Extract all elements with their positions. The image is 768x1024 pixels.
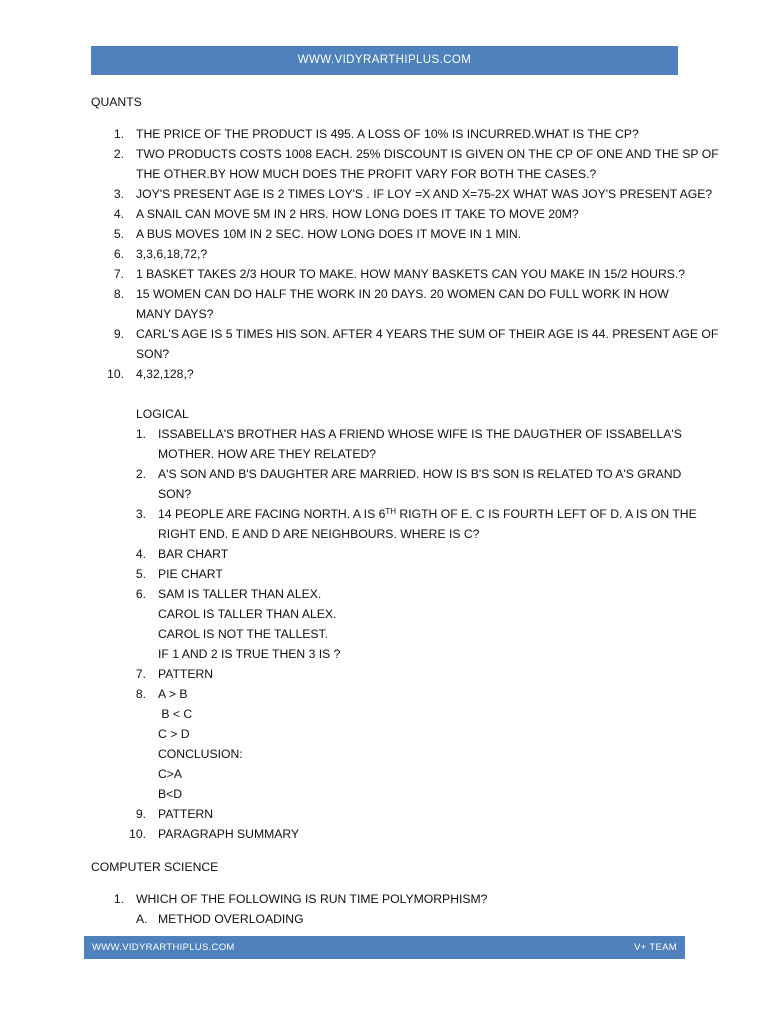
item-text: PATTERN	[158, 667, 214, 681]
footer-banner	[84, 936, 685, 959]
list-item	[0, 324, 719, 364]
item-number: 8.	[113, 287, 124, 301]
list-item	[0, 564, 697, 584]
quants-list	[0, 124, 719, 384]
item-text: THE OTHER.BY HOW MUCH DOES THE PROFIT VARY FOR BOTH THE CASES.?	[136, 167, 597, 181]
item-text: MANY DAYS?	[136, 307, 214, 321]
item-text: JOY'S PRESENT AGE IS 2 TIMES LOY'S . IF LOY =X AND X=75-2X WHAT WAS JOY'S PRESENT AGE?	[136, 187, 713, 201]
list-item	[0, 584, 697, 664]
list-item	[0, 244, 719, 264]
list-item	[0, 889, 487, 929]
option-item	[136, 909, 487, 929]
item-text: 4,32,128,?	[136, 367, 194, 381]
list-item	[0, 804, 697, 824]
item-number: 10.	[107, 367, 124, 381]
item-number: 4.	[135, 547, 146, 561]
item-number: 1.	[113, 892, 124, 906]
item-number: 2.	[135, 467, 146, 481]
item-text: SON?	[136, 347, 170, 361]
option-list	[136, 909, 487, 929]
item-text: PATTERN	[158, 807, 214, 821]
item-text: C>A	[158, 767, 183, 781]
section-title-logical: LOGICAL	[136, 407, 189, 421]
item-text: A BUS MOVES 10M IN 2 SEC. HOW LONG DOES IT MOVE IN 1 MIN.	[136, 227, 522, 241]
footer-site-text: WWW.VIDYRARTHIPLUS.COM	[92, 942, 235, 953]
item-text: PIE CHART	[158, 567, 223, 581]
header-banner	[91, 46, 678, 75]
list-item	[0, 364, 719, 384]
item-number: 3.	[135, 507, 146, 521]
item-number: 3.	[113, 187, 124, 201]
item-number: 9.	[135, 807, 146, 821]
item-text: THE PRICE OF THE PRODUCT IS 495. A LOSS OF 10% IS INCURRED.WHAT IS THE CP?	[136, 127, 639, 141]
list-item	[0, 224, 719, 244]
item-number: 6.	[135, 587, 146, 601]
item-text: ISSABELLA'S BROTHER HAS A FRIEND WHOSE WIFE IS THE DAUGTHER OF ISSABELLA'S	[158, 427, 682, 441]
footer-team-text: V+ TEAM	[634, 942, 677, 953]
option-text: METHOD OVERLOADING	[158, 912, 304, 926]
item-text: WHICH OF THE FOLLOWING IS RUN TIME POLYMORPHISM?	[136, 892, 488, 906]
list-item	[0, 424, 697, 464]
list-item	[0, 264, 719, 284]
item-number: 4.	[113, 207, 124, 221]
list-item	[0, 684, 697, 804]
item-text: IF 1 AND 2 IS TRUE THEN 3 IS ?	[158, 647, 341, 661]
computer-science-list	[0, 889, 487, 929]
list-item	[0, 184, 719, 204]
logical-list	[0, 424, 697, 844]
item-text: B<D	[158, 787, 183, 801]
item-text: TWO PRODUCTS COSTS 1008 EACH. 25% DISCOUNT IS GIVEN ON THE CP OF ONE AND THE SP OF	[136, 147, 719, 161]
option-letter: A.	[136, 912, 148, 926]
item-number: 6.	[113, 247, 124, 261]
item-number: 5.	[135, 567, 146, 581]
item-number: 9.	[113, 327, 124, 341]
item-text: RIGHT END. E AND D ARE NEIGHBOURS. WHERE IS C?	[158, 527, 480, 541]
item-text: SON?	[158, 487, 192, 501]
list-item	[0, 284, 719, 324]
item-text: 15 WOMEN CAN DO HALF THE WORK IN 20 DAYS. 20 WOMEN CAN DO FULL WORK IN HOW	[136, 287, 669, 301]
item-text: PARAGRAPH SUMMARY	[158, 827, 300, 841]
item-number: 2.	[113, 147, 124, 161]
item-text-part: RIGTH OF E. C IS FOURTH LEFT OF D. A IS ON THE	[396, 507, 697, 521]
list-item	[0, 544, 697, 564]
item-number: 10.	[129, 827, 146, 841]
item-text: CARL'S AGE IS 5 TIMES HIS SON. AFTER 4 YEARS THE SUM OF THEIR AGE IS 44. PRESENT AGE OF	[136, 327, 719, 341]
item-text: 3,3,6,18,72,?	[136, 247, 208, 261]
item-number: 1.	[135, 427, 146, 441]
item-text: BAR CHART	[158, 547, 229, 561]
section-title-computer-science: COMPUTER SCIENCE	[91, 860, 219, 874]
item-text	[158, 504, 697, 524]
item-text: C > D	[158, 727, 190, 741]
item-text: CAROL IS NOT THE TALLEST.	[158, 627, 328, 641]
list-item	[0, 504, 697, 544]
item-text: A > B	[158, 687, 188, 701]
ordinal-suffix: TH	[385, 507, 397, 516]
item-text: SAM IS TALLER THAN ALEX.	[158, 587, 322, 601]
item-number: 1.	[113, 127, 124, 141]
item-number: 5.	[113, 227, 124, 241]
item-text: A SNAIL CAN MOVE 5M IN 2 HRS. HOW LONG DOES IT TAKE TO MOVE 20M?	[136, 207, 579, 221]
list-item	[0, 464, 697, 504]
list-item	[0, 144, 719, 184]
item-text: 1 BASKET TAKES 2/3 HOUR TO MAKE. HOW MANY BASKETS CAN YOU MAKE IN 15/2 HOURS.?	[136, 267, 686, 281]
list-item	[0, 824, 697, 844]
item-text: MOTHER. HOW ARE THEY RELATED?	[158, 447, 377, 461]
item-text-part: 14 PEOPLE ARE FACING NORTH. A IS 6	[158, 507, 386, 521]
list-item	[0, 664, 697, 684]
header-site-text: WWW.VIDYRARTHIPLUS.COM	[297, 54, 472, 66]
item-number: 7.	[113, 267, 124, 281]
item-text: CAROL IS TALLER THAN ALEX.	[158, 607, 337, 621]
section-title-quants: QUANTS	[91, 95, 142, 109]
item-text: B < C	[158, 707, 193, 721]
list-item	[0, 204, 719, 224]
item-text: A'S SON AND B'S DAUGHTER ARE MARRIED. HOW IS B'S SON IS RELATED TO A'S GRAND	[158, 467, 682, 481]
item-number: 8.	[135, 687, 146, 701]
item-text: CONCLUSION:	[158, 747, 243, 761]
list-item	[0, 124, 719, 144]
item-number: 7.	[135, 667, 146, 681]
